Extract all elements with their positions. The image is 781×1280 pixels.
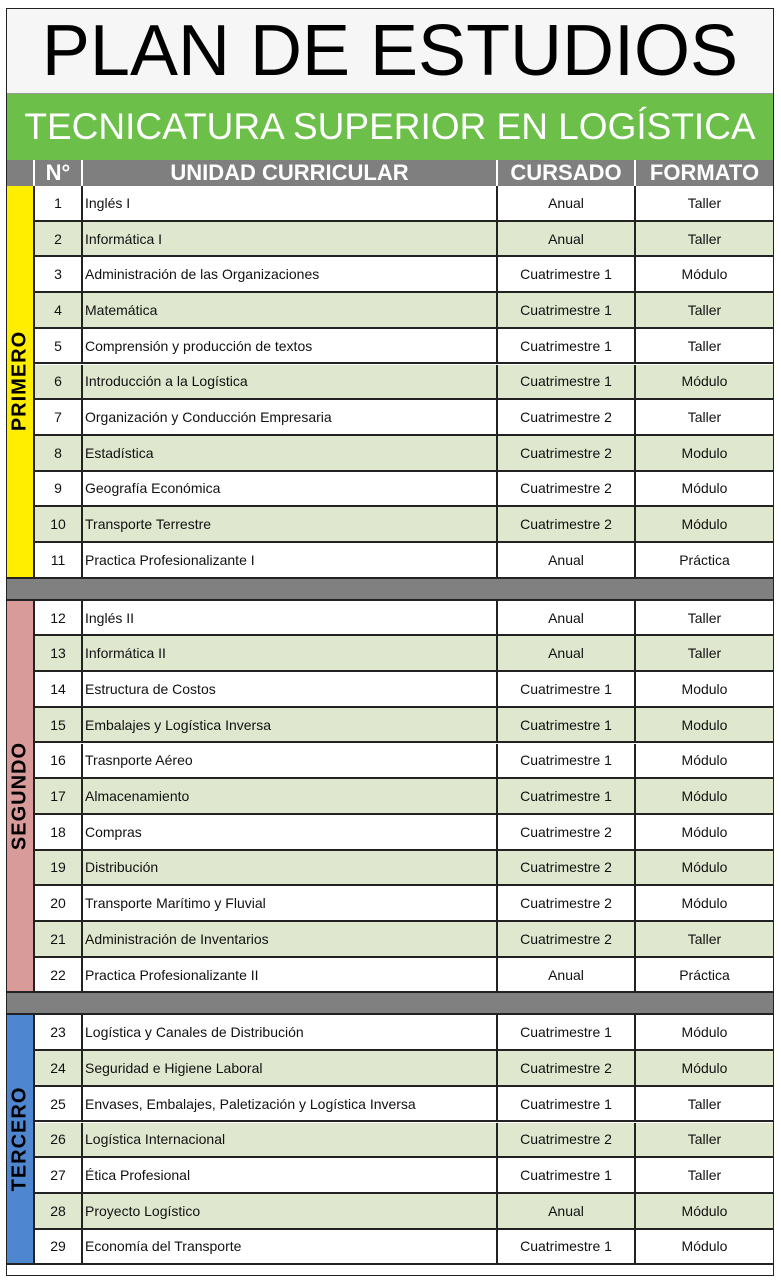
row-unidad-curricular: Practica Profesionalizante I xyxy=(83,543,498,577)
table-row xyxy=(35,744,773,780)
row-number: 4 xyxy=(35,293,83,327)
row-unidad-curricular: Logística Internacional xyxy=(83,1123,498,1157)
row-unidad-curricular: Compras xyxy=(83,815,498,849)
table-row xyxy=(35,922,773,958)
row-formato: Módulo xyxy=(681,752,728,769)
row-cursado: Cuatrimestre 1 xyxy=(498,257,636,291)
header-cursado: CURSADO xyxy=(498,160,636,186)
row-number: 28 xyxy=(35,1194,83,1228)
row-number: 19 xyxy=(35,851,83,885)
table-row xyxy=(35,365,773,401)
row-formato: Módulo xyxy=(681,266,728,283)
row-cursado: Cuatrimestre 2 xyxy=(498,472,636,506)
row-formato: Módulo xyxy=(681,895,728,912)
row-cursado: Cuatrimestre 2 xyxy=(498,886,636,920)
header-formato: FORMATO xyxy=(636,160,773,186)
header-unidad: UNIDAD CURRICULAR xyxy=(83,160,498,186)
row-number: 24 xyxy=(35,1051,83,1085)
table-row xyxy=(35,601,773,637)
row-formato: Módulo xyxy=(681,1024,728,1041)
table-row xyxy=(35,400,773,436)
row-number: 25 xyxy=(35,1087,83,1121)
table-row xyxy=(35,1051,773,1087)
row-cursado: Cuatrimestre 1 xyxy=(498,329,636,363)
row-number: 17 xyxy=(35,779,83,813)
row-cursado: Cuatrimestre 1 xyxy=(498,744,636,778)
row-number: 10 xyxy=(35,507,83,541)
table-row xyxy=(35,222,773,258)
year-label: PRIMERO xyxy=(8,331,31,432)
row-cursado: Anual xyxy=(498,958,636,992)
row-unidad-curricular: Economía del Transporte xyxy=(83,1230,498,1264)
row-cursado: Cuatrimestre 1 xyxy=(498,365,636,399)
page-title: PLAN DE ESTUDIOS xyxy=(7,9,773,94)
row-cursado: Anual xyxy=(498,222,636,256)
row-number: 5 xyxy=(35,329,83,363)
table-row xyxy=(35,815,773,851)
row-unidad-curricular: Estructura de Costos xyxy=(83,672,498,706)
row-formato: Módulo xyxy=(681,788,728,805)
row-number: 18 xyxy=(35,815,83,849)
row-unidad-curricular: Comprensión y producción de textos xyxy=(83,329,498,363)
row-cursado: Cuatrimestre 2 xyxy=(498,436,636,470)
row-unidad-curricular: Informática II xyxy=(83,636,498,670)
year-label: TERCERO xyxy=(8,1086,31,1192)
row-number: 1 xyxy=(35,186,83,220)
table-row xyxy=(35,543,773,579)
table-row xyxy=(35,1158,773,1194)
table-row xyxy=(35,886,773,922)
row-formato: Módulo xyxy=(681,516,728,533)
row-number: 7 xyxy=(35,400,83,434)
row-number: 3 xyxy=(35,257,83,291)
row-number: 15 xyxy=(35,708,83,742)
row-cursado: Anual xyxy=(498,601,636,635)
row-unidad-curricular: Embalajes y Logística Inversa xyxy=(83,708,498,742)
row-number: 12 xyxy=(35,601,83,635)
row-unidad-curricular: Introducción a la Logística xyxy=(83,365,498,399)
table-row xyxy=(35,257,773,293)
row-formato: Taller xyxy=(687,1131,722,1148)
year-band-tercero xyxy=(7,1015,35,1265)
row-cursado: Cuatrimestre 2 xyxy=(498,507,636,541)
row-cursado: Anual xyxy=(498,543,636,577)
row-unidad-curricular: Almacenamiento xyxy=(83,779,498,813)
row-number: 9 xyxy=(35,472,83,506)
row-formato: Taller xyxy=(687,409,722,426)
row-number: 6 xyxy=(35,365,83,399)
row-cursado: Cuatrimestre 2 xyxy=(498,400,636,434)
table-row xyxy=(35,293,773,329)
row-number: 11 xyxy=(35,543,83,577)
table-row xyxy=(35,1230,773,1266)
row-formato: Taller xyxy=(687,194,722,211)
row-cursado: Anual xyxy=(498,186,636,220)
row-number: 8 xyxy=(35,436,83,470)
table-row xyxy=(35,329,773,365)
row-cursado: Cuatrimestre 2 xyxy=(498,815,636,849)
row-formato: Modulo xyxy=(681,680,728,697)
row-formato: Modulo xyxy=(681,444,728,461)
row-formato: Práctica xyxy=(679,551,730,568)
row-number: 2 xyxy=(35,222,83,256)
row-formato: Taller xyxy=(687,1095,722,1112)
row-number: 23 xyxy=(35,1015,83,1049)
table-row xyxy=(35,779,773,815)
row-formato: Taller xyxy=(687,930,722,947)
row-unidad-curricular: Administración de las Organizaciones xyxy=(83,257,498,291)
table-row xyxy=(35,1123,773,1159)
row-unidad-curricular: Estadística xyxy=(83,436,498,470)
row-formato: Taller xyxy=(687,301,722,318)
year-label: SEGUNDO xyxy=(8,741,31,851)
row-unidad-curricular: Proyecto Logístico xyxy=(83,1194,498,1228)
row-unidad-curricular: Matemática xyxy=(83,293,498,327)
row-cursado: Cuatrimestre 2 xyxy=(498,851,636,885)
row-unidad-curricular: Ética Profesional xyxy=(83,1158,498,1192)
row-formato: Taller xyxy=(687,645,722,662)
row-formato: Taller xyxy=(687,609,722,626)
row-cursado: Cuatrimestre 2 xyxy=(498,1123,636,1157)
table-row xyxy=(35,436,773,472)
row-unidad-curricular: Administración de Inventarios xyxy=(83,922,498,956)
row-number: 27 xyxy=(35,1158,83,1192)
table-row xyxy=(35,507,773,543)
row-cursado: Cuatrimestre 2 xyxy=(498,1051,636,1085)
row-unidad-curricular: Seguridad e Higiene Laboral xyxy=(83,1051,498,1085)
row-formato: Módulo xyxy=(681,1238,728,1255)
row-cursado: Cuatrimestre 1 xyxy=(498,672,636,706)
row-cursado: Anual xyxy=(498,1194,636,1228)
row-formato: Módulo xyxy=(681,1059,728,1076)
row-unidad-curricular: Informática I xyxy=(83,222,498,256)
row-number: 16 xyxy=(35,744,83,778)
year-band-primero xyxy=(7,186,35,579)
row-unidad-curricular: Inglés II xyxy=(83,601,498,635)
row-unidad-curricular: Trasnporte Aéreo xyxy=(83,744,498,778)
row-unidad-curricular: Distribución xyxy=(83,851,498,885)
row-formato: Módulo xyxy=(681,823,728,840)
table-row xyxy=(35,851,773,887)
row-cursado: Anual xyxy=(498,636,636,670)
row-formato: Módulo xyxy=(681,373,728,390)
row-cursado: Cuatrimestre 1 xyxy=(498,1015,636,1049)
year-band-segundo xyxy=(7,601,35,994)
year-separator xyxy=(7,993,773,1015)
table-row xyxy=(35,708,773,744)
row-unidad-curricular: Transporte Terrestre xyxy=(83,507,498,541)
row-unidad-curricular: Envases, Embalajes, Paletización y Logística Inversa xyxy=(83,1087,498,1121)
table-row xyxy=(35,1015,773,1051)
row-unidad-curricular: Practica Profesionalizante II xyxy=(83,958,498,992)
table-row xyxy=(35,472,773,508)
study-plan-sheet xyxy=(6,8,774,1276)
row-unidad-curricular: Geografía Económica xyxy=(83,472,498,506)
table-row xyxy=(35,636,773,672)
row-cursado: Cuatrimestre 1 xyxy=(498,1158,636,1192)
table-row xyxy=(35,672,773,708)
table-row xyxy=(35,1194,773,1230)
row-number: 21 xyxy=(35,922,83,956)
table-row xyxy=(35,186,773,222)
row-unidad-curricular: Logística y Canales de Distribución xyxy=(83,1015,498,1049)
row-formato: Módulo xyxy=(681,480,728,497)
row-formato: Modulo xyxy=(681,716,728,733)
row-unidad-curricular: Transporte Marítimo y Fluvial xyxy=(83,886,498,920)
row-cursado: Cuatrimestre 1 xyxy=(498,1087,636,1121)
row-number: 26 xyxy=(35,1123,83,1157)
row-cursado: Cuatrimestre 1 xyxy=(498,293,636,327)
table-row xyxy=(35,958,773,994)
row-formato: Módulo xyxy=(681,1202,728,1219)
row-number: 13 xyxy=(35,636,83,670)
row-formato: Taller xyxy=(687,1167,722,1184)
row-formato: Taller xyxy=(687,337,722,354)
row-number: 20 xyxy=(35,886,83,920)
row-unidad-curricular: Organización y Conducción Empresaria xyxy=(83,400,498,434)
table-row xyxy=(35,1087,773,1123)
row-formato: Módulo xyxy=(681,859,728,876)
row-cursado: Cuatrimestre 2 xyxy=(498,922,636,956)
row-formato: Taller xyxy=(687,230,722,247)
page-subtitle: TECNICATURA SUPERIOR EN LOGÍSTICA xyxy=(7,94,773,160)
header-corner xyxy=(7,160,35,186)
row-cursado: Cuatrimestre 1 xyxy=(498,1230,636,1264)
row-cursado: Cuatrimestre 1 xyxy=(498,779,636,813)
row-number: 14 xyxy=(35,672,83,706)
header-num: N° xyxy=(35,160,83,186)
row-formato: Práctica xyxy=(679,966,730,983)
year-separator xyxy=(7,579,773,601)
row-unidad-curricular: Inglés I xyxy=(83,186,498,220)
row-number: 22 xyxy=(35,958,83,992)
row-cursado: Cuatrimestre 1 xyxy=(498,708,636,742)
row-number: 29 xyxy=(35,1230,83,1264)
